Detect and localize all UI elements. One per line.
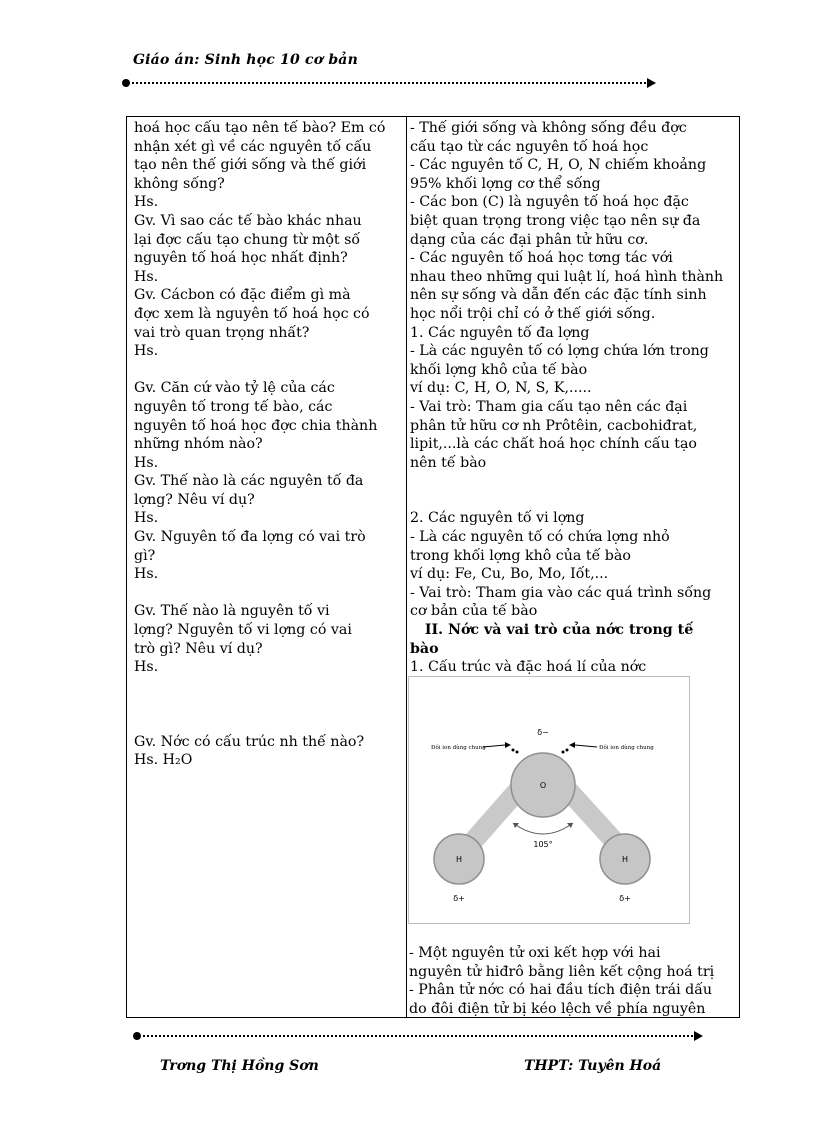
- shared-pair-label-left: Đôi ion dùng chung: [431, 745, 486, 751]
- right-text-line: 1. Các nguyên tố đa lợng: [410, 324, 590, 341]
- left-text-line: [134, 677, 402, 696]
- right-text-line: [410, 491, 736, 510]
- footer-author: Trơng Thị Hồng Sơn: [160, 1058, 319, 1074]
- electron-dot: [562, 751, 565, 754]
- electron-dot: [566, 749, 569, 752]
- left-text-line: Hs.: [134, 194, 159, 211]
- delta-minus-label: δ−: [537, 728, 549, 737]
- left-text-line: Hs.: [134, 343, 159, 360]
- left-text-line: [134, 584, 402, 603]
- oxygen-label: O: [539, 781, 547, 790]
- water-structure-notes: [409, 944, 714, 1018]
- right-text-line: - Vai trò: Tham gia cấu tạo nên các đại: [410, 398, 688, 415]
- right-text-line: 1. Cấu trúc và đặc hoá lí của nớc: [410, 659, 647, 676]
- right-text-line: - Các nguyên tố C, H, O, N chiếm khoảng: [410, 157, 707, 174]
- right-bottom-line: nguyên tử hiđrô bằng liên kết cộng hoá trị: [409, 963, 715, 980]
- electron-dot: [516, 751, 519, 754]
- right-text-line: cơ bản của tế bào: [410, 603, 538, 620]
- right-bottom-line: - Một nguyên tử oxi kết hợp với hai: [409, 945, 661, 961]
- right-text-line: trong khối lợng khô của tế bào: [410, 547, 631, 564]
- footer-dotted-rule: [133, 1030, 703, 1042]
- angle-arc: [513, 823, 573, 834]
- right-text-line: học nổi trội chỉ có ở thế giới sống.: [410, 305, 656, 322]
- right-text-line: phân tử hữu cơ nh Prôtêin, cacbohiđrat,: [410, 417, 698, 434]
- left-text-line: Gv. Nguyên tố đa lợng có vai trò: [134, 529, 366, 546]
- hydrogen-label-left: H: [455, 855, 463, 864]
- bond-angle-label: 105°: [533, 840, 553, 849]
- left-text-line: Hs.: [134, 510, 159, 527]
- pointer-left: [483, 745, 505, 747]
- left-text-line: Hs.: [134, 659, 159, 676]
- right-text-line: cấu tạo từ các nguyên tố hoá học: [410, 138, 649, 155]
- right-text-line: biệt quan trọng trong việc tạo nên sự đa: [410, 212, 701, 229]
- right-text-line: lipit,...là các chất hoá học chính cấu tạo: [410, 436, 697, 453]
- left-text-line: nhận xét gì về các nguyên tố cấu: [134, 138, 372, 155]
- right-text-line: 95% khối lợng cơ thể sống: [410, 175, 601, 192]
- left-text-line: gì?: [134, 547, 156, 564]
- right-text-line: ví dụ: Fe, Cu, Bo, Mo, Iốt,...: [410, 566, 609, 583]
- header-dotted-rule: [122, 77, 656, 89]
- left-text-line: nguyên tố trong tế bào, các: [134, 398, 333, 415]
- left-text-line: không sống?: [134, 175, 225, 192]
- left-text-line: Gv. Vì sao các tế bào khác nhau: [134, 212, 362, 229]
- right-text-line: [410, 472, 736, 491]
- delta-plus-right-label: δ+: [619, 894, 631, 903]
- angle-arrow-left: [513, 823, 519, 828]
- right-text-line: - Là các nguyên tố có lợng chứa lớn trong: [410, 343, 709, 360]
- shared-pair-label-right: Đôi ion dùng chung: [599, 745, 654, 751]
- left-text-line: nguyên tố hoá học nhất định?: [134, 250, 348, 267]
- electron-dot: [512, 749, 515, 752]
- left-text-line: Hs.: [134, 268, 159, 285]
- page-header-title: Giáo án: Sinh học 10 cơ bản: [133, 52, 358, 68]
- column-divider: [406, 117, 407, 1017]
- right-text-line: - Các nguyên tố hoá học tơng tác với: [410, 250, 673, 267]
- right-bottom-line: do đôi điện tử bị kéo lệch về phía nguyên: [409, 1000, 706, 1017]
- left-text-line: trò gì? Nêu ví dụ?: [134, 640, 263, 657]
- left-text-line: [134, 361, 402, 380]
- left-text-line: lợng? Nêu ví dụ?: [134, 491, 255, 508]
- left-text-line: Gv. Nớc có cấu trúc nh thế nào?: [134, 733, 365, 750]
- right-text-line: - Thế giới sống và không sống đều đợc: [410, 120, 687, 136]
- left-text-line: Gv. Thế nào là các nguyên tố đa: [134, 473, 364, 490]
- right-text-line: 2. Các nguyên tố vi lợng: [410, 510, 585, 527]
- left-text-line: Hs. H₂O: [134, 752, 193, 769]
- pointer-left-arrow-icon: [505, 742, 511, 748]
- angle-arrow-right: [567, 823, 573, 828]
- right-text-line: nhau theo những qui luật lí, hoá hình thành: [410, 268, 724, 285]
- right-text-line: nên sự sống và dẫn đến các đặc tính sinh: [410, 287, 707, 304]
- right-text-line: - Vai trò: Tham gia vào các quá trình sống: [410, 584, 712, 601]
- left-text-line: những nhóm nào?: [134, 436, 263, 453]
- left-text-line: Gv. Cácbon có đặc điểm gì mà: [134, 287, 351, 304]
- right-text-line: II. Nớc và vai trò của nớc trong tế: [410, 622, 694, 639]
- content-column: [410, 119, 736, 695]
- right-bottom-line: - Phân tử nớc có hai đầu tích điện trái dấu: [409, 982, 713, 999]
- right-text-line: - Các bon (C) là nguyên tố hoá học đặc: [410, 194, 689, 211]
- left-text-line: Gv. Thế nào là nguyên tố vi: [134, 603, 330, 620]
- left-text-line: [134, 714, 402, 733]
- delta-plus-left-label: δ+: [453, 894, 465, 903]
- left-text-line: nguyên tố hoá học đợc chia thành: [134, 417, 378, 434]
- left-text-line: Hs.: [134, 566, 159, 583]
- left-text-line: tạo nên thế giới sống và thế giới: [134, 157, 367, 174]
- hydrogen-label-right: H: [621, 855, 629, 864]
- right-text-line: khối lợng khô của tế bào: [410, 361, 588, 378]
- left-text-line: Hs.: [134, 454, 159, 471]
- left-text-line: đợc xem là nguyên tố hoá học có: [134, 305, 370, 322]
- water-molecule-svg: [409, 677, 689, 923]
- footer-school: THPT: Tuyên Hoá: [524, 1058, 662, 1074]
- left-text-line: [134, 695, 402, 714]
- right-text-line: nên tế bào: [410, 454, 487, 471]
- left-text-line: Gv. Căn cứ vào tỷ lệ của các: [134, 380, 335, 397]
- pointer-right-arrow-icon: [569, 742, 575, 748]
- right-text-line: bào: [410, 640, 439, 657]
- right-text-line: - Là các nguyên tố có chứa lợng nhỏ: [410, 529, 670, 546]
- teacher-activity-column: [134, 119, 402, 770]
- left-text-line: lại đợc cấu tạo chung từ một số: [134, 231, 361, 248]
- right-text-line: dạng của các đại phân tử hữu cơ.: [410, 231, 649, 248]
- left-text-line: vai trò quan trọng nhất?: [134, 324, 310, 341]
- right-text-line: ví dụ: C, H, O, N, S, K,.....: [410, 380, 592, 397]
- left-text-line: lợng? Nguyên tố vi lợng có vai: [134, 622, 352, 639]
- left-text-line: hoá học cấu tạo nên tế bào? Em có: [134, 120, 386, 136]
- water-molecule-diagram: [408, 676, 690, 924]
- pointer-right: [575, 745, 597, 747]
